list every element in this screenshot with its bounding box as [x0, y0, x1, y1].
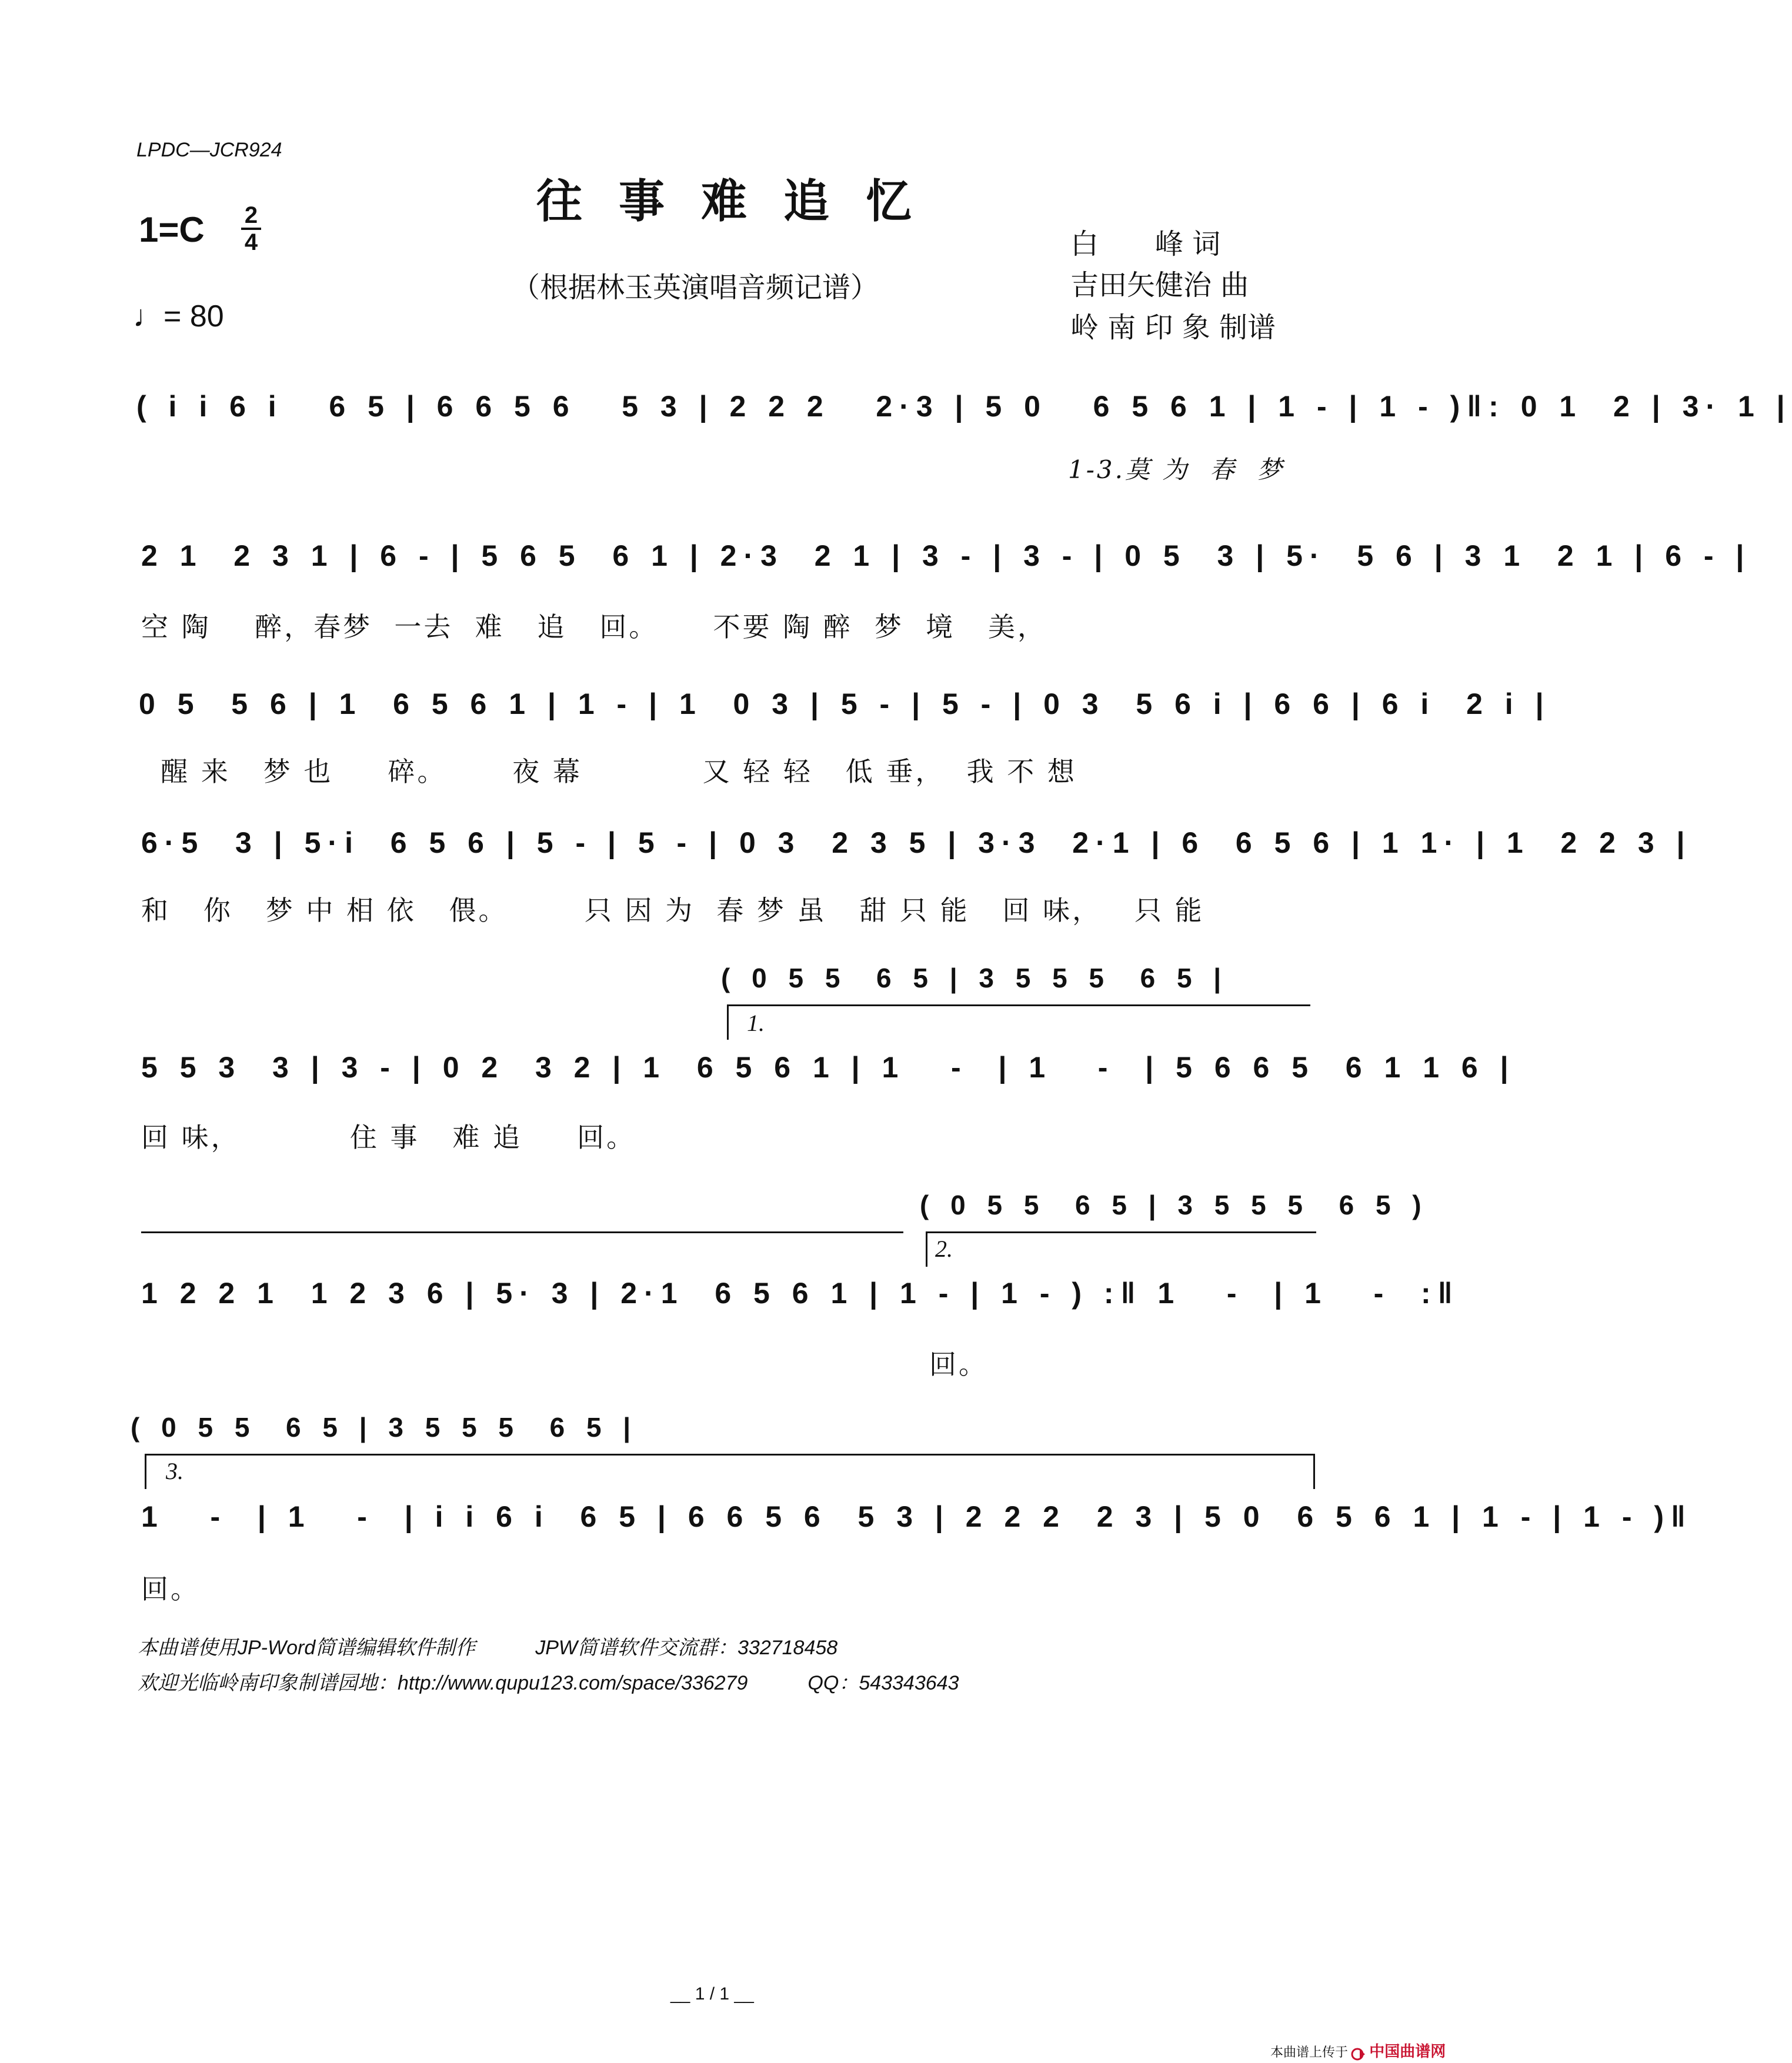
page-title: 往事难追忆 [536, 175, 949, 228]
ending-1-bracket-tick [727, 1004, 729, 1040]
ending-2-bracket-tick [926, 1231, 927, 1267]
ending-3-bracket-tick [145, 1454, 146, 1489]
footer-software-note: 本曲谱使用JP-Word简谱编辑软件制作 JPW简谱软件交流群：332718458 [138, 1637, 838, 1659]
score-code: LPDC—JCR924 [136, 139, 282, 161]
score-row-5-lyrics: 回 味， 住 事 难 追 回。 [141, 1121, 636, 1153]
score-row-6-lyrics: 回。 [929, 1348, 988, 1380]
score-row-2-lyrics: 空 陶 醉，春梦 一去 难 追 回。 不要 陶 醉 梦 境 美， [141, 611, 1047, 643]
score-row-2-notes: 2 1 2 3 1 | 6 - | 5 6 5 6 1 | 2·3 2 1 | 3 - | 3 - | 0 5 3 | 5· 5 6 | 3 1 2 1 | 6 - | [141, 539, 1751, 572]
score-row-1-notes: ( i i 6 i 6 5 | 6 6 5 6 5 3 | 2 2 2 2·3 | 5 0 6 5 6 1 | 1 - | 1 - )‖: 0 1 2 | 3· 1 | [136, 390, 1792, 423]
time-signature-top: 2 [244, 202, 258, 228]
score-row-7-fill: ( 0 5 5 6 5 | 3 5 5 5 6 5 | [131, 1412, 638, 1443]
score-row-6-notes: 1 2 2 1 1 2 3 6 | 5· 3 | 2·1 6 5 6 1 | 1 - | 1 - ) :‖ 1 - | 1 - :‖ [141, 1277, 1460, 1310]
upload-stamp-label: 本曲谱上传于 [1270, 2045, 1349, 2060]
ending-2-label: 2. [935, 1236, 953, 1262]
ending-1-bracket-continued [141, 1231, 903, 1233]
score-row-7-notes: 1 - | 1 - | i i 6 i 6 5 | 6 6 5 6 5 3 | 2 2 2 2 3 | 5 0 6 5 6 1 | 1 - | 1 - )‖ [141, 1500, 1693, 1533]
score-row-3-notes: 0 5 5 6 | 1 6 5 6 1 | 1 - | 1 0 3 | 5 - | 5 - | 0 3 5 6 i | 6 6 | 6 i 2 i | [139, 687, 1551, 720]
ending-3-label: 3. [166, 1458, 183, 1484]
tempo-marking: ♩= 80 [133, 299, 224, 333]
ending-2-bracket [926, 1231, 1316, 1233]
subtitle: （根据林玉英演唱音频记谱） [512, 271, 879, 304]
score-row-3-lyrics: 醒 来 梦 也 碎。 夜 幕 又 轻 轻 低 垂， 我 不 想 [139, 756, 1077, 787]
time-signature-bottom: 4 [244, 229, 258, 255]
ending-3-bracket-end [1313, 1454, 1315, 1489]
ending-3-bracket [145, 1454, 1315, 1456]
score-row-6-fill: ( 0 5 5 6 5 | 3 5 5 5 6 5 ) [920, 1190, 1429, 1220]
time-signature [241, 203, 261, 254]
ending-1-label: 1. [747, 1010, 765, 1036]
key-signature: 1=C [139, 210, 205, 249]
score-row-5-notes: 5 5 3 3 | 3 - | 0 2 3 2 | 1 6 5 6 1 | 1 - | 1 - | 5 6 6 5 6 1 1 6 | [141, 1051, 1516, 1084]
site-logo-icon [1351, 2048, 1366, 2061]
score-row-7-lyrics: 回。 [141, 1573, 200, 1605]
composer-credit: 吉田矢健治 曲 [1070, 269, 1249, 302]
score-row-5-fill: ( 0 5 5 6 5 | 3 5 5 5 6 5 | [721, 963, 1229, 993]
ending-1-bracket [727, 1004, 1310, 1006]
arranger-credit: 岭 南 印 象 制谱 [1070, 311, 1276, 344]
lyricist-credit: 白 峰 词 [1070, 228, 1221, 261]
score-row-4-notes: 6·5 3 | 5·i 6 5 6 | 5 - | 5 - | 0 3 2 3 5 | 3·3 2·1 | 6 6 5 6 | 1 1· | 1 2 2 3 | [141, 826, 1692, 859]
page-number: __ 1 / 1 __ [670, 1984, 754, 2004]
upload-stamp [1270, 2039, 1446, 2061]
score-row-4-lyrics: 和 你 梦 中 相 依 偎。 只 因 为 春 梦 虽 甜 只 能 回 味， 只 能 [141, 894, 1204, 926]
site-brand: 中国曲谱网 [1369, 2043, 1446, 2061]
footer-website-note: 欢迎光临岭南印象制谱园地：http://www.qupu123.com/space/336279 QQ：543343643 [138, 1672, 959, 1694]
score-row-1-lyrics: 1-3.莫 为 春 梦 [1068, 455, 1284, 484]
